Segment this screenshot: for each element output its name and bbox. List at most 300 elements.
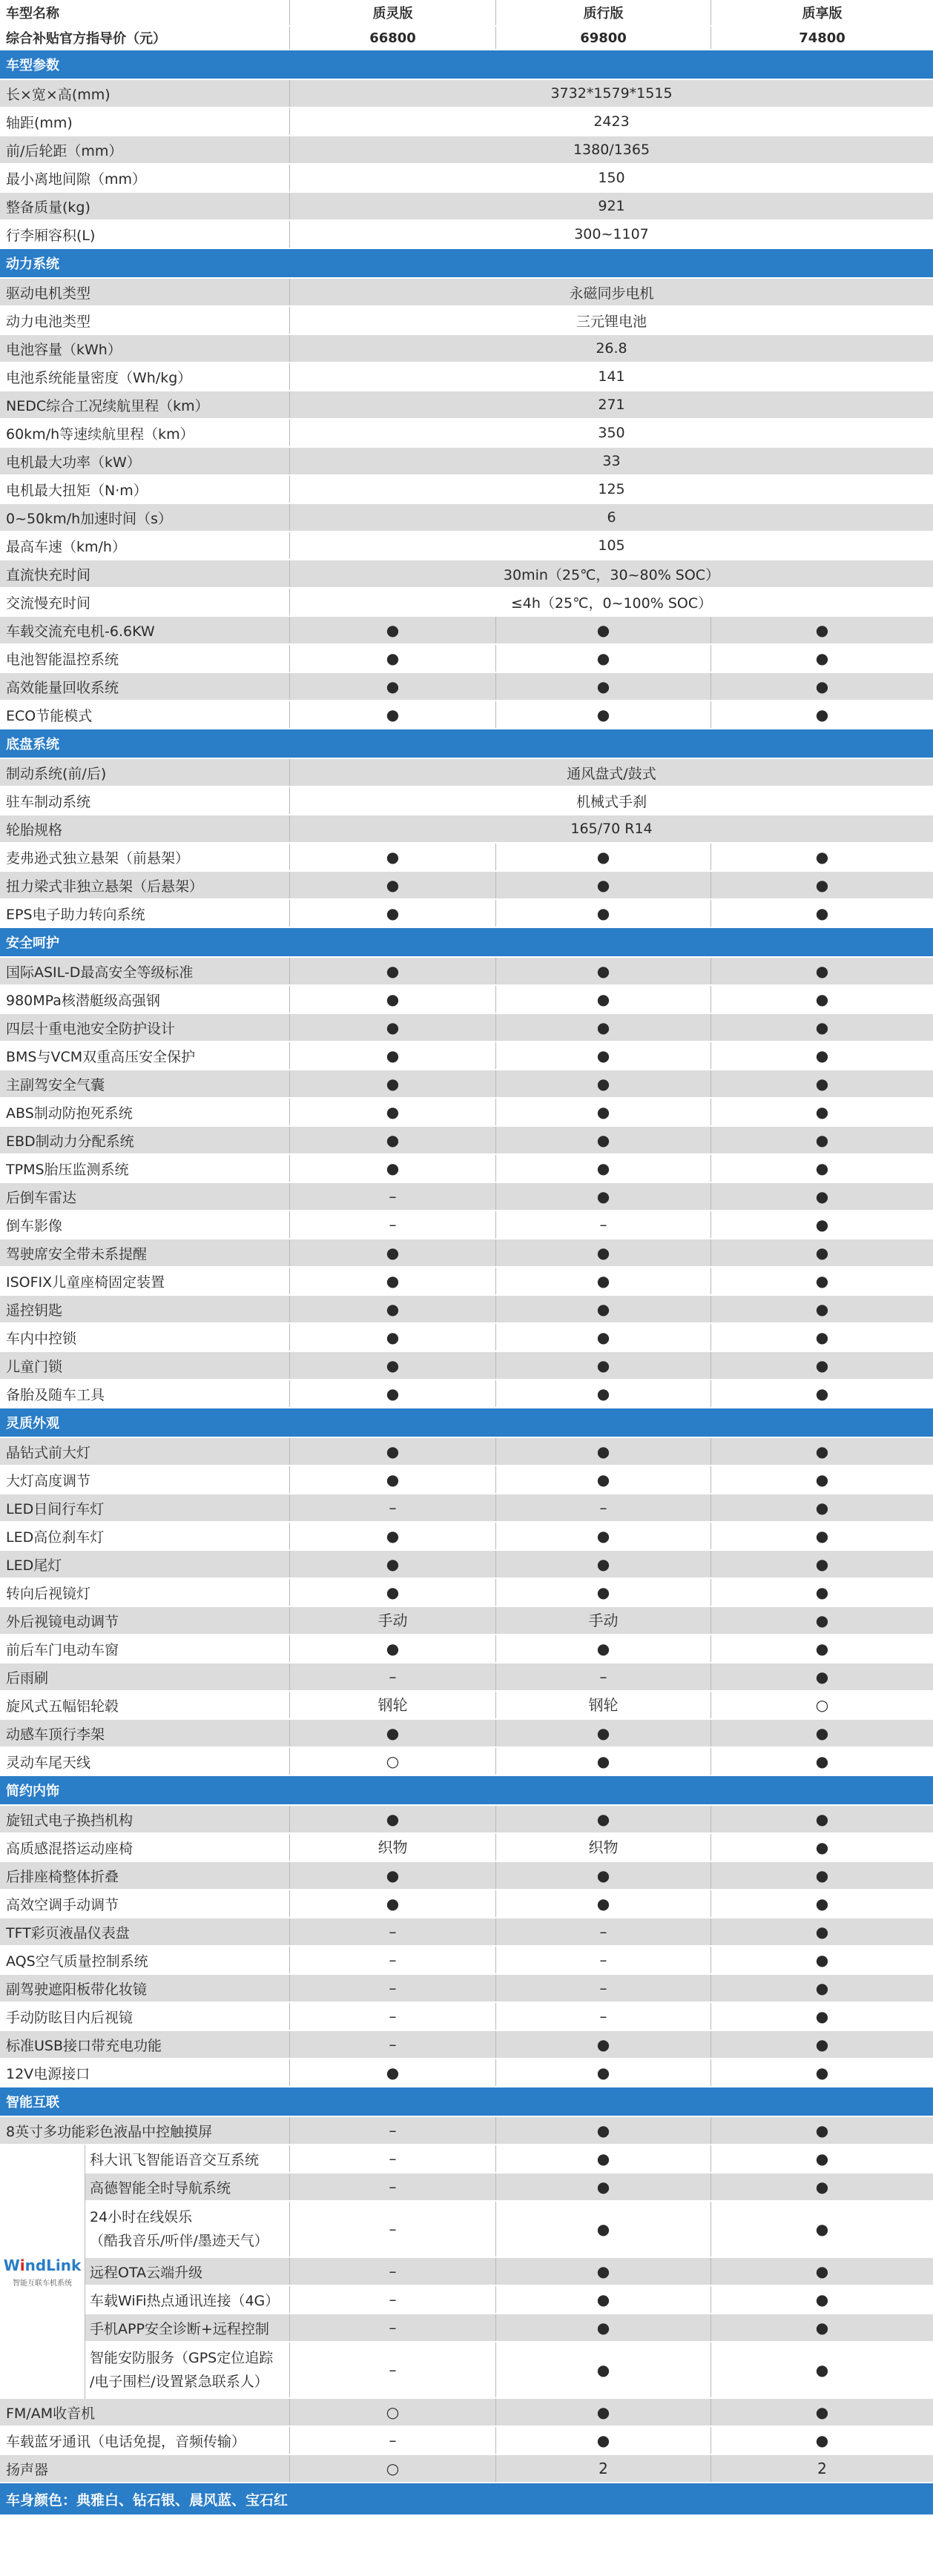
section-header: 智能互联 — [0, 2087, 933, 2117]
feature-mark: ● — [711, 2286, 933, 2313]
feature-mark: – — [495, 2003, 711, 2030]
spec-label: 整备质量(kg) — [6, 199, 90, 216]
feature-mark: ● — [495, 2427, 711, 2454]
feature-label: 外后视镜电动调节 — [6, 1613, 119, 1630]
spec-row — [0, 136, 933, 165]
spec-value: 机械式手刹 — [289, 787, 933, 814]
feature-mark: ● — [711, 2003, 933, 2030]
feature-mark: ● — [711, 1211, 933, 1238]
feature-mark: ● — [289, 1042, 495, 1069]
feature-mark: ● — [711, 2427, 933, 2454]
spec-row — [0, 335, 933, 363]
feature-mark: ● — [495, 1748, 711, 1775]
feature-mark: – — [495, 1918, 711, 1945]
feature-mark: ● — [289, 2059, 495, 2086]
feature-mark: ● — [711, 1014, 933, 1041]
feature-mark: ● — [711, 1466, 933, 1493]
feature-mark: – — [495, 1494, 711, 1521]
feature-label: 大灯高度调节 — [6, 1472, 91, 1489]
feature-mark: ● — [711, 958, 933, 984]
spec-row — [0, 165, 933, 193]
spec-row — [0, 221, 933, 249]
windlink-subtitle: 智能互联车机系统 — [13, 2279, 72, 2288]
spec-label: 交流慢充时间 — [6, 595, 91, 612]
color-footer: 车身颜色：典雅白、钻石银、晨风蓝、宝石红 — [0, 2483, 933, 2514]
feature-label: 主副驾安全气囊 — [6, 1076, 105, 1093]
feature-label: 手动防眩目内后视镜 — [6, 2009, 133, 2026]
feature-row — [0, 958, 933, 986]
feature-mark: ● — [495, 1324, 711, 1351]
spec-value: 300~1107 — [289, 221, 933, 248]
feature-mark: ○ — [289, 1748, 495, 1775]
feature-mark: ● — [711, 1268, 933, 1294]
feature-row — [0, 1183, 933, 1211]
feature-mark: ● — [289, 1268, 495, 1294]
feature-mark: ● — [289, 1099, 495, 1125]
feature-row — [0, 1975, 933, 2003]
feature-mark: ● — [711, 2342, 933, 2397]
spec-row — [0, 80, 933, 108]
feature-mark: ● — [289, 1806, 495, 1832]
windlink-label-line: /电子围栏/设置紧急联系人） — [90, 2374, 268, 2390]
feature-label: 后倒车雷达 — [6, 1189, 77, 1206]
safety-rows — [0, 958, 933, 1408]
feature-mark: – — [289, 1918, 495, 1945]
feature-row — [0, 2003, 933, 2031]
feature-mark: ● — [495, 1070, 711, 1097]
spec-value: 三元锂电池 — [289, 307, 933, 334]
feature-mark: ● — [289, 1551, 495, 1577]
feature-mark: ● — [495, 1635, 711, 1662]
spec-row — [0, 420, 933, 448]
feature-mark: 钢轮 — [495, 1692, 711, 1718]
feature-label: 儿童门锁 — [6, 1358, 63, 1375]
feature-label: 高效空调手动调节 — [6, 1896, 119, 1913]
spec-value: 350 — [289, 420, 933, 446]
spec-label: NEDC综合工况续航里程（km） — [6, 397, 209, 414]
feature-mark: ● — [711, 2173, 933, 2200]
feature-mark: – — [289, 1183, 495, 1210]
feature-label: ISOFIX儿童座椅固定装置 — [6, 1274, 165, 1291]
feature-mark: ● — [495, 2173, 711, 2200]
feature-mark: ● — [495, 844, 711, 870]
feature-row — [0, 1806, 933, 1834]
feature-mark: ● — [289, 986, 495, 1013]
feature-mark: ● — [711, 1438, 933, 1465]
spec-value: 150 — [289, 165, 933, 191]
feature-mark: ● — [711, 1551, 933, 1577]
feature-mark: ● — [711, 1975, 933, 2001]
feature-mark: ● — [289, 617, 495, 643]
feature-mark: ● — [495, 958, 711, 984]
feature-mark: ● — [711, 1296, 933, 1322]
feature-mark: – — [289, 2117, 495, 2144]
feature-mark: ● — [289, 844, 495, 870]
feature-mark: ● — [289, 1380, 495, 1407]
windlink-label: 手机APP安全诊断+远程控制 — [90, 2320, 269, 2337]
spec-value: 125 — [289, 476, 933, 503]
feature-label: 备胎及随车工具 — [6, 1386, 105, 1403]
feature-mark: – — [289, 2286, 495, 2313]
feature-mark: ● — [711, 1494, 933, 1521]
feature-row — [0, 1551, 933, 1579]
feature-mark: ● — [711, 1720, 933, 1746]
feature-label: TFT彩页液晶仪表盘 — [6, 1924, 130, 1941]
feature-mark: ● — [289, 1523, 495, 1549]
section-header: 安全呵护 — [0, 928, 933, 958]
spec-label: 轴距(mm) — [6, 114, 73, 131]
feature-mark: – — [495, 1975, 711, 2001]
feature-mark: ● — [711, 1099, 933, 1125]
feature-label: 电池智能温控系统 — [6, 651, 119, 668]
feature-label: 转向后视镜灯 — [6, 1585, 91, 1602]
feature-mark: ● — [495, 2342, 711, 2397]
feature-label: 高质感混搭运动座椅 — [6, 1840, 133, 1857]
windlink-row — [85, 2258, 933, 2286]
windlink-label-line: 智能安防服务（GPS定位追踪 — [90, 2350, 274, 2366]
feature-row — [0, 986, 933, 1014]
feature-mark: ● — [711, 1183, 933, 1210]
spec-label: 最高车速（km/h） — [6, 538, 126, 555]
feature-row — [0, 2117, 933, 2145]
feature-mark: ● — [711, 1806, 933, 1832]
feature-row — [0, 1438, 933, 1466]
feature-row — [0, 2031, 933, 2059]
feature-mark: ● — [711, 1663, 933, 1690]
feature-mark: ● — [495, 2117, 711, 2144]
feature-label: 标准USB接口带充电功能 — [6, 2037, 162, 2054]
feature-mark: 手动 — [495, 1607, 711, 1634]
feature-mark: – — [289, 1494, 495, 1521]
windlink-row — [85, 2342, 933, 2399]
feature-row — [0, 844, 933, 872]
feature-mark: – — [289, 2173, 495, 2200]
feature-row — [0, 2455, 933, 2483]
spec-label: 0~50km/h加速时间（s） — [6, 510, 173, 527]
feature-row — [0, 701, 933, 729]
feature-mark: ● — [711, 673, 933, 700]
spec-label: 轮胎规格 — [6, 821, 63, 838]
feature-mark: ● — [289, 900, 495, 927]
feature-label: 旋风式五幅铝轮毂 — [6, 1698, 119, 1715]
feature-label: ECO节能模式 — [6, 707, 93, 724]
feature-mark: ○ — [711, 1692, 933, 1718]
feature-label: 倒车影像 — [6, 1217, 63, 1234]
feature-mark: ● — [495, 872, 711, 898]
section-header: 车型参数 — [0, 50, 933, 80]
spec-row — [0, 815, 933, 844]
feature-row — [0, 1155, 933, 1183]
feature-mark: ● — [495, 1720, 711, 1746]
feature-mark: ● — [495, 1296, 711, 1322]
feature-mark: ● — [289, 645, 495, 672]
feature-label: 遥控钥匙 — [6, 1302, 63, 1319]
feature-mark: ● — [495, 2145, 711, 2172]
feature-row — [0, 1268, 933, 1296]
feature-mark: ● — [495, 1466, 711, 1493]
feature-row — [0, 1834, 933, 1862]
feature-row — [0, 1296, 933, 1324]
trim-1: 质灵版 — [289, 0, 495, 25]
exterior-rows — [0, 1438, 933, 1776]
feature-mark: ● — [495, 2059, 711, 2086]
feature-mark: ● — [495, 2031, 711, 2058]
feature-mark: ● — [711, 1918, 933, 1945]
feature-row — [0, 1663, 933, 1692]
feature-mark: – — [289, 2427, 495, 2454]
feature-row — [0, 1635, 933, 1663]
windlink-row — [85, 2202, 933, 2258]
feature-mark: 织物 — [289, 1834, 495, 1861]
feature-mark: ● — [495, 986, 711, 1013]
feature-mark: ● — [711, 1042, 933, 1069]
feature-row — [0, 1127, 933, 1155]
feature-mark: – — [289, 1947, 495, 1973]
feature-row — [0, 1014, 933, 1042]
feature-mark: ● — [289, 1438, 495, 1465]
feature-mark: – — [289, 1663, 495, 1690]
feature-label: EPS电子助力转向系统 — [6, 906, 145, 923]
feature-mark: ● — [711, 1380, 933, 1407]
spec-value: 141 — [289, 363, 933, 390]
feature-mark: ● — [711, 1579, 933, 1606]
feature-mark: ● — [495, 1890, 711, 1917]
feature-mark: ● — [495, 1127, 711, 1153]
feature-row — [0, 2059, 933, 2087]
spec-value: 3732*1579*1515 — [289, 80, 933, 107]
feature-mark: ○ — [289, 2399, 495, 2426]
spec-value: 1380/1365 — [289, 136, 933, 163]
feature-label: LED日间行车灯 — [6, 1500, 105, 1517]
spec-label: 直流快充时间 — [6, 566, 91, 583]
feature-mark: ● — [289, 1324, 495, 1351]
feature-mark: ● — [289, 701, 495, 728]
feature-mark: ● — [495, 701, 711, 728]
feature-mark: ● — [711, 1635, 933, 1662]
feature-mark: 织物 — [495, 1834, 711, 1861]
spec-label: 电池系统能量密度（Wh/kg） — [6, 369, 192, 386]
feature-row — [0, 1494, 933, 1523]
feature-mark: ● — [711, 1862, 933, 1889]
feature-row — [0, 1607, 933, 1635]
feature-row — [0, 1070, 933, 1099]
feature-mark: ● — [495, 1042, 711, 1069]
spec-label: 最小离地间隙（mm） — [6, 170, 147, 188]
spec-row — [0, 193, 933, 221]
spec-row — [0, 589, 933, 617]
feature-mark: ● — [495, 1352, 711, 1379]
feature-row — [0, 1890, 933, 1918]
section-header: 简约内饰 — [0, 1776, 933, 1806]
section-header: 灵质外观 — [0, 1408, 933, 1438]
spec-label: 驱动电机类型 — [6, 285, 91, 302]
feature-label: 前后车门电动车窗 — [6, 1641, 119, 1658]
feature-label: LED高位刹车灯 — [6, 1529, 105, 1546]
feature-mark: ● — [495, 1155, 711, 1182]
feature-row — [0, 1239, 933, 1268]
feature-mark: ● — [495, 2286, 711, 2313]
feature-mark: ● — [711, 2399, 933, 2426]
feature-mark: ● — [711, 1070, 933, 1097]
feature-mark: ● — [711, 1523, 933, 1549]
feature-row — [0, 1523, 933, 1551]
feature-mark: ● — [711, 1834, 933, 1861]
feature-mark: ● — [495, 1099, 711, 1125]
feature-mark: ● — [289, 1352, 495, 1379]
feature-label: 晶钻式前大灯 — [6, 1444, 91, 1461]
windlink-block — [0, 2145, 933, 2399]
feature-row — [0, 1692, 933, 1720]
feature-mark: ● — [289, 673, 495, 700]
feature-mark: ● — [711, 645, 933, 672]
spec-row — [0, 759, 933, 787]
spec-value: 30min（25℃，30~80% SOC） — [289, 560, 933, 587]
windlink-row — [85, 2314, 933, 2342]
feature-mark: – — [495, 1947, 711, 1973]
windlink-label — [85, 2342, 289, 2397]
windlink-wordmark: WindLink — [3, 2257, 82, 2274]
feature-mark: ● — [495, 1551, 711, 1577]
feature-mark: – — [289, 2342, 495, 2397]
price-1: 66800 — [289, 27, 495, 49]
feature-row — [0, 645, 933, 673]
spec-row — [0, 307, 933, 335]
feature-mark: ● — [289, 1720, 495, 1746]
feature-mark: – — [495, 1211, 711, 1238]
feature-mark: ○ — [289, 2455, 495, 2482]
feature-mark: ● — [495, 1268, 711, 1294]
spec-label: 动力电池类型 — [6, 313, 91, 330]
feature-mark: – — [289, 2003, 495, 2030]
feature-label: 扭力梁式非独立悬架（后悬架） — [6, 878, 204, 895]
feature-mark: – — [289, 2258, 495, 2285]
spec-row — [0, 476, 933, 504]
spec-row — [0, 504, 933, 532]
feature-row — [0, 1862, 933, 1890]
feature-row — [0, 1042, 933, 1070]
feature-mark: ● — [711, 2145, 933, 2172]
interior-rows — [0, 1806, 933, 2087]
feature-mark: ● — [711, 2059, 933, 2086]
feature-mark: ● — [495, 1523, 711, 1549]
feature-label: EBD制动力分配系统 — [6, 1133, 134, 1150]
feature-mark: ● — [711, 1239, 933, 1266]
feature-label: AQS空气质量控制系统 — [6, 1953, 148, 1970]
windlink-label: 科大讯飞智能语音交互系统 — [90, 2151, 260, 2168]
spec-value: 6 — [289, 504, 933, 531]
feature-label: 后雨刷 — [6, 1669, 49, 1686]
spec-label: 行李厢容积(L) — [6, 227, 96, 244]
feature-mark: ● — [289, 1296, 495, 1322]
feature-label: ABS制动防抱死系统 — [6, 1105, 133, 1122]
windlink-row — [85, 2286, 933, 2314]
spec-value: 271 — [289, 391, 933, 418]
feature-label: 动感车顶行李架 — [6, 1726, 105, 1743]
feature-mark: ● — [495, 1014, 711, 1041]
trim-3: 质享版 — [711, 0, 933, 25]
feature-label: 四层十重电池安全防护设计 — [6, 1020, 176, 1037]
windlink-row — [85, 2173, 933, 2202]
spec-label: 电机最大功率（kW） — [6, 454, 141, 471]
feature-row — [0, 617, 933, 645]
feature-mark: – — [289, 2031, 495, 2058]
feature-mark: ● — [711, 2202, 933, 2257]
feature-mark: ● — [495, 900, 711, 927]
feature-mark: – — [495, 1663, 711, 1690]
feature-label: BMS与VCM双重高压安全保护 — [6, 1048, 196, 1065]
feature-mark: ● — [289, 958, 495, 984]
feature-mark: – — [289, 2314, 495, 2341]
feature-mark: ● — [495, 1183, 711, 1210]
spec-label: 长×宽×高(mm) — [6, 86, 111, 103]
spec-value: 105 — [289, 532, 933, 559]
feature-mark: ● — [711, 2031, 933, 2058]
spec-value: 通风盘式/鼓式 — [289, 759, 933, 786]
trim-2: 质行版 — [495, 0, 711, 25]
price-row — [0, 27, 933, 50]
feature-mark: ● — [495, 1380, 711, 1407]
feature-mark: ● — [711, 872, 933, 898]
windlink-label: 远程OTA云端升级 — [90, 2264, 203, 2281]
feature-mark: ● — [289, 1014, 495, 1041]
feature-mark: ● — [495, 2399, 711, 2426]
feature-mark: ● — [289, 1155, 495, 1182]
section-header: 动力系统 — [0, 249, 933, 279]
spec-label: 驻车制动系统 — [6, 793, 91, 810]
feature-mark: ● — [711, 986, 933, 1013]
spec-row — [0, 532, 933, 560]
feature-mark: ● — [711, 1127, 933, 1153]
feature-row — [0, 900, 933, 928]
feature-mark: ● — [711, 1947, 933, 1973]
feature-row — [0, 2427, 933, 2455]
spec-value: 26.8 — [289, 335, 933, 362]
feature-mark: ● — [495, 1438, 711, 1465]
windlink-row — [85, 2145, 933, 2173]
header-row — [0, 0, 933, 27]
feature-mark: ● — [495, 673, 711, 700]
feature-label: 灵动车尾天线 — [6, 1754, 91, 1771]
feature-label: LED尾灯 — [6, 1557, 62, 1574]
windlink-rows — [85, 2145, 933, 2399]
feature-label: 车载交流充电机-6.6KW — [6, 623, 155, 640]
feature-mark: – — [289, 2145, 495, 2172]
feature-row — [0, 872, 933, 900]
price-label: 综合补贴官方指导价（元） — [6, 31, 166, 47]
feature-mark: ● — [711, 844, 933, 870]
feature-mark: ● — [495, 617, 711, 643]
spec-value: 921 — [289, 193, 933, 219]
feature-mark: 手动 — [289, 1607, 495, 1634]
feature-mark: ● — [711, 1155, 933, 1182]
feature-mark: ● — [711, 2117, 933, 2144]
feature-row — [0, 1748, 933, 1776]
spec-label: 前/后轮距（mm） — [6, 142, 123, 159]
feature-mark: 2 — [711, 2455, 933, 2482]
feature-mark: ● — [711, 2258, 933, 2285]
feature-mark: – — [289, 1975, 495, 2001]
spec-label: 制动系统(前/后) — [6, 765, 107, 782]
feature-mark: ● — [495, 645, 711, 672]
spec-row — [0, 391, 933, 420]
feature-row — [0, 673, 933, 701]
feature-row — [0, 1352, 933, 1380]
spec-row — [0, 279, 933, 307]
feature-mark: ● — [495, 1862, 711, 1889]
spec-row — [0, 363, 933, 391]
feature-row — [0, 1466, 933, 1494]
feature-mark: ● — [495, 1239, 711, 1266]
